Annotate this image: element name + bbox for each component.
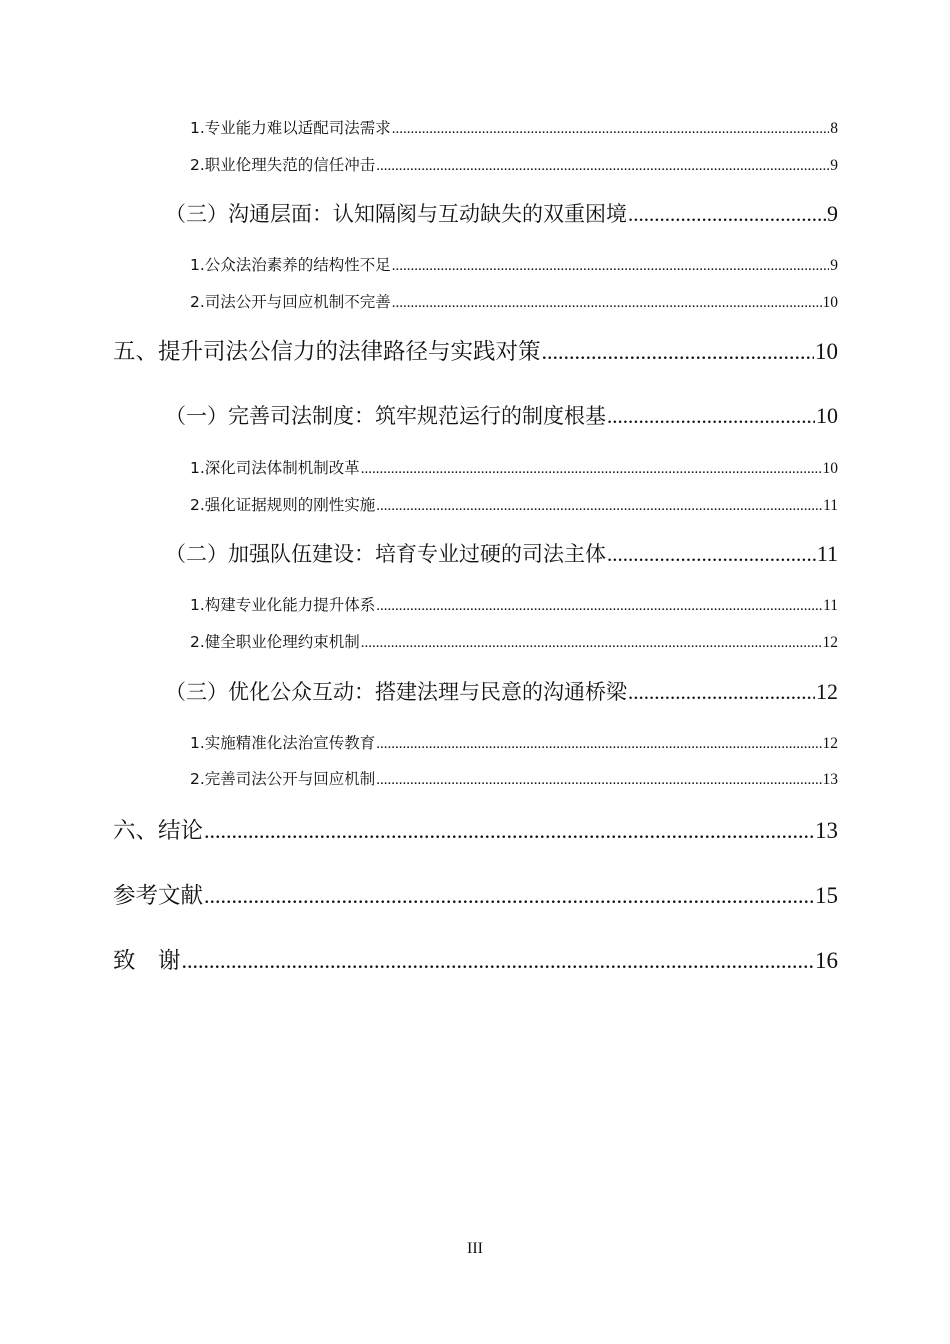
toc-leader bbox=[607, 404, 815, 429]
toc-entry[interactable] bbox=[113, 878, 838, 910]
toc-entry[interactable] bbox=[165, 400, 838, 430]
toc-title: 2.司法公开与回应机制不完善 bbox=[190, 293, 391, 311]
toc-page: 10 bbox=[822, 460, 838, 477]
toc-page: 10 bbox=[822, 294, 838, 311]
toc-title: （二）加强队伍建设：培育专业过硬的司法主体 bbox=[165, 542, 606, 566]
toc-entry[interactable] bbox=[190, 767, 838, 789]
toc-leader bbox=[376, 598, 822, 615]
toc-page: 12 bbox=[822, 735, 838, 752]
toc-leader bbox=[361, 461, 822, 478]
toc-page: 10 bbox=[816, 403, 838, 428]
toc-entry[interactable] bbox=[190, 153, 838, 175]
toc-title: 2.强化证据规则的刚性实施 bbox=[190, 496, 376, 514]
toc-title: 1.构建专业化能力提升体系 bbox=[190, 596, 376, 614]
toc-leader bbox=[628, 680, 815, 705]
toc-page: 8 bbox=[830, 120, 838, 137]
toc-leader bbox=[376, 158, 829, 175]
toc-entry[interactable] bbox=[165, 676, 838, 706]
toc-leader bbox=[392, 295, 822, 312]
toc-leader bbox=[607, 542, 816, 567]
toc-title: 1.专业能力难以适配司法需求 bbox=[190, 119, 391, 137]
toc-entry[interactable] bbox=[190, 290, 838, 312]
toc-page: 9 bbox=[827, 201, 838, 226]
toc-title: （一）完善司法制度：筑牢规范运行的制度根基 bbox=[165, 404, 606, 428]
toc-title: 1.实施精准化法治宣传教育 bbox=[190, 734, 376, 752]
toc-title: 2.健全职业伦理约束机制 bbox=[190, 633, 360, 651]
toc-entry[interactable] bbox=[190, 116, 838, 138]
toc-entry[interactable] bbox=[113, 943, 838, 975]
toc-leader bbox=[182, 948, 814, 974]
toc-entry[interactable] bbox=[190, 593, 838, 615]
toc-title: 参考文献 bbox=[113, 883, 204, 909]
toc-page: 9 bbox=[830, 257, 838, 274]
toc-entry[interactable] bbox=[190, 630, 838, 652]
toc-entry[interactable] bbox=[113, 334, 838, 366]
toc-page: 15 bbox=[815, 883, 838, 908]
toc-title: 2.完善司法公开与回应机制 bbox=[190, 770, 376, 788]
toc-title: 六、结论 bbox=[113, 818, 204, 844]
toc-leader bbox=[392, 258, 829, 275]
toc-page: 12 bbox=[816, 679, 838, 704]
toc-page: 13 bbox=[822, 771, 838, 788]
toc-title: 1.公众法治素养的结构性不足 bbox=[190, 256, 391, 274]
toc-page: 16 bbox=[815, 948, 838, 973]
toc-leader bbox=[628, 202, 826, 227]
toc-leader bbox=[204, 818, 814, 844]
toc-page: 11 bbox=[816, 541, 838, 566]
toc-title: （三）沟通层面：认知隔阂与互动缺失的双重困境 bbox=[165, 202, 627, 226]
toc-page: 12 bbox=[822, 634, 838, 651]
toc-leader bbox=[376, 772, 821, 789]
page-number: III bbox=[467, 1240, 483, 1257]
toc-page: 11 bbox=[823, 597, 838, 614]
toc-leader bbox=[204, 883, 814, 909]
toc-title: 五、提升司法公信力的法律路径与实践对策 bbox=[113, 339, 541, 365]
toc-entry[interactable] bbox=[165, 538, 838, 568]
toc-page: 9 bbox=[830, 157, 838, 174]
toc-page: 10 bbox=[815, 339, 838, 364]
toc-entry[interactable] bbox=[190, 731, 838, 753]
toc-page: 13 bbox=[815, 818, 838, 843]
toc-leader bbox=[392, 121, 829, 138]
toc-entry[interactable] bbox=[190, 456, 838, 478]
toc-title: （三）优化公众互动：搭建法理与民意的沟通桥梁 bbox=[165, 680, 627, 704]
toc-title: 1.深化司法体制机制改革 bbox=[190, 459, 360, 477]
toc-leader bbox=[376, 736, 821, 753]
toc-leader bbox=[361, 635, 822, 652]
toc-entry[interactable] bbox=[165, 198, 838, 228]
toc-title: 2.职业伦理失范的信任冲击 bbox=[190, 156, 376, 174]
toc-leader bbox=[542, 339, 814, 365]
toc-leader bbox=[376, 498, 822, 515]
toc-entry[interactable] bbox=[190, 493, 838, 515]
toc-page: 11 bbox=[823, 497, 838, 514]
toc-title: 致 谢 bbox=[113, 948, 181, 974]
toc-entry[interactable] bbox=[190, 253, 838, 275]
toc-entry[interactable] bbox=[113, 813, 838, 845]
